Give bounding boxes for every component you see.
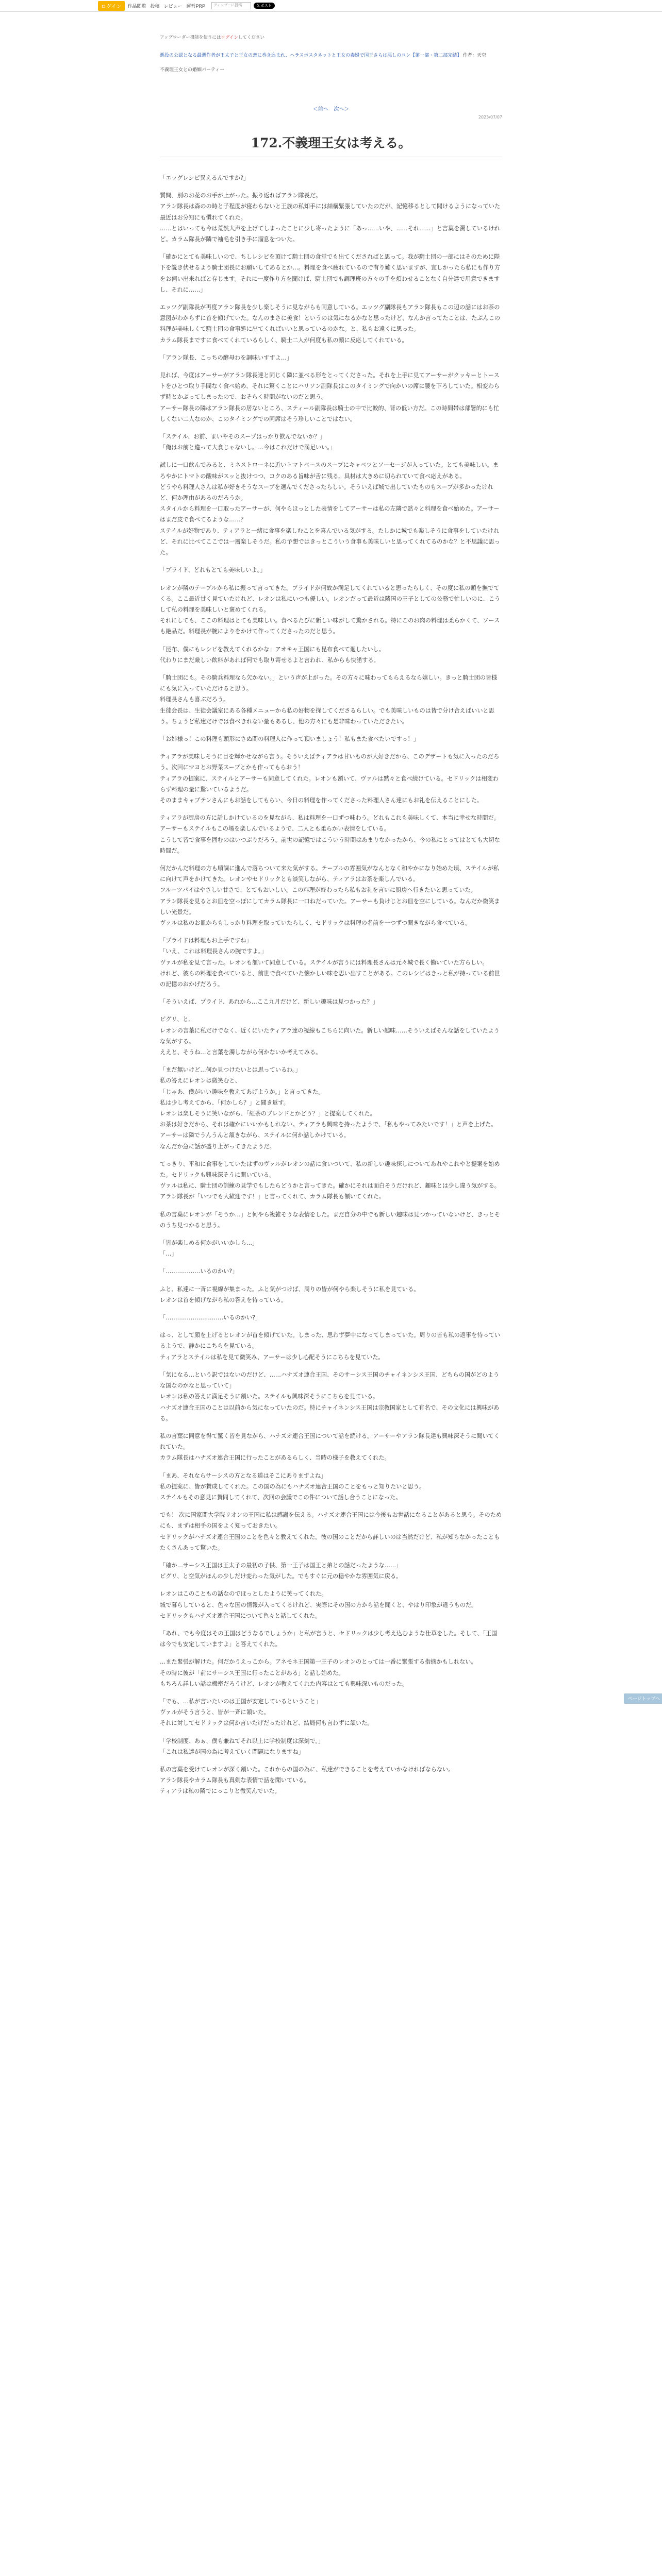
series-title: 不義理王女との婚姻バーティー — [160, 67, 225, 72]
nav-link-admin[interactable]: 運営PRP — [186, 3, 206, 9]
body-paragraph: 「まあ、それならサーシスの方となる道はそこにありますよね」 私の提案に、皆が賛成してくれた。この国の為にもハナズオ連合王国のことをもっと知りたいと思う。 ステイルもその意見に賛同してくれて、次回の会議でこの件について話し合うことになった。 — [160, 1472, 425, 1501]
body-paragraph: …また緊張が解けた。何だかうえっこから。アネモネ王国第一王子のレオンのとっては一番に緊張する指摘かもしれない。 その時に彼が「前にサーシス王国に行ったことがある」と話し始めた。 もちろん詳しい話は機密だろうけど、レオンが教えてくれた内容はとても興味深いものだった。 — [160, 1658, 477, 1687]
body-paragraph: レオンが隣のテーブルから私に振って言ってきた。プライドが何故か満足してくれていると思ったらしく、その度に私の頭を撫でてくる。ここ最近甘く見ていたけれど、レオンは私にいつも優しい。レオンだって最近は隣国の王子としての公務で忙しいのに、こうして私の料理を美味しいと褒めてくれる。 それにしても、ここの料理はとても美味しい。食べるたびに新しい味がして驚かされる。特にこのお肉の料理は柔らかくて、ソースも絶品だ。料理長が腕によりをかけて作ってくださったのだと思う。 — [160, 584, 501, 635]
top-nav-bar — [0, 0, 662, 12]
body-paragraph: 何だかんだ料理の方も順調に進んで落ちついて来た気がする。テーブルの雰囲気がなんとなく和やかになり始めた頃、ステイルが私に向けて声をかけてきた。レオンやセドリックとも談笑しながら、ティアラはお茶を楽しんでいる。 フルーツパイはやさしい甘さで、とてもおいしい。この料理が終わったら私もお礼を言いに厨房へ行きたいと思っていた。 アラン隊長を見るとお皿を空っぽにしてカラム隊長に一口ねだっていた。アーサーも負けじとお皿を空にしている。なんだか微笑ましい光景だ。 ヴァルは私のお皿からもしっかり料理を取っていたらしく、セドリックは料理の名前を一つずつ聞きながら食べている。 — [160, 865, 500, 926]
pager-top — [160, 105, 502, 112]
body-paragraph: 「………………いるのかい?」 — [160, 1268, 238, 1275]
body-paragraph: てっきり、平和に食事をしていたはずのヴァルがレオンの話に食いついて、私の新しい趣味探しについてあれやこれやと提案を始めた。セドリックも興味深そうに聞いている。 ヴァルは私に、騎士団の訓練の見学でもしたらどうかと言ってきた。確かにそれは面白そうだけれど、趣味とは少し違う気がする。 アラン隊長が「いつでも大歓迎です！」と言ってくれて、カラム隊長も頷いてくれた。 — [160, 1160, 500, 1200]
body-paragraph: 試しに一口飲んでみると、ミネストローネに近いトマトベースのスープにキャベツとソーセージが入っていた。とても美味しい。まろやかにトマトの酸味がスッと抜けつつ、コクのある旨味が舌に残る。具材は大きめに切られていて食べ応えがある。 どうやら料理人さんは私が好きそうなスープを選んでくださったらしい。そういえば城で出していたものもスープが多かったけれど、何か理由があるのだろうか。 スタイルから料理を一口取ったアーサーが、何やらほっとした表情をしてアーサーは私の左隣で黙々と料理を食べ始めた。アーサーはまだ皮で食べてるような……？ ステイルが好物であり、ティアラと一緒に食事を楽しむことを喜んでいる気がする。たしかに城でも楽しそうに食事をしていたけれど、それに比べてここでは一層楽しそうだ。私の予想ではきっとこういう食事も美味しいと思ってくれてるのかな？と不思議に思った。 — [160, 462, 501, 556]
novel-summary — [160, 52, 502, 59]
nav-link-browse[interactable]: 作品閲覧 — [127, 3, 146, 9]
body-paragraph: 「ステイル、お前、まいやそのスープはっかり飲んでないか？」 「俺はお前と違って大食じゃないし。…今はこれだけで満足いい。」 — [160, 433, 336, 451]
body-paragraph: でも！ 次に国家間大学院リオンの王国に私は感謝を伝える。ハナズオ連合王国には今後もお世話になることがあると思う。そのためにも、まずは相手の国をよく知っておきたい。 セドリックがハナズオ連合王国のことを色々と教えてくれた。彼の国のことだから詳しいのは当然だけど、私が知らなかったこともたくさんあって驚いた。 — [160, 1512, 502, 1551]
body-paragraph: 「プライド、どれもとても美味しいよ。」 — [160, 567, 266, 574]
body-paragraph: 「アラン隊長、こっちの酵母わを調味いすすよ…」 — [160, 354, 293, 361]
body-paragraph: 「そういえば、プライド、あれから…ここ九月だけど、新しい趣味は見つかった？」 — [160, 998, 378, 1006]
author-label: 作者： — [462, 53, 477, 58]
body-paragraph: 「お姉様っ！この料理も頭形にさぬ間の料理人に作って頂いましょう！私もまた食べたいですっ！」 — [160, 735, 419, 742]
body-paragraph: エッツグ副隊長が再度アラン隊長を少し楽しそうに見ながらも同意している。エッツグ副隊長もアラン隊長もこの辺の話にはお茶の意図がわからずに首を傾げていた。なんのまさに美食！というのは気になるかなと思ったけど、なんか言ってたことは、たぶんこの料理が美味しくて騎士団の食事処に出てくればいいと思っているのかな。と、私もお遠くに思った。 カラム隊長まですに食べてくれているらしく、騎士二人が何度も私の顔に反応してくれている。 — [160, 304, 501, 344]
body-paragraph: 「気になる…という訳ではないのだけど、……ハナズオ連合王国、そのサーシス王国のチャイネンシス王国、どちらの国がどのような国なのかなと思っていて」 レオンは私の答えに満足そうに頷いた。ステイルも興味深そうにこちらを見ている。 ハナズオ連合王国のことは以前から気になっていたのだ。特にチャイネンシス王国は宗教国家として有名で、その文化には興味がある。 — [160, 1371, 500, 1422]
scroll-top-button[interactable]: ページトップへ — [624, 1693, 662, 1704]
top-nav-inner — [98, 2, 275, 10]
body-paragraph: 私の言葉に同意を得て驚く皆を見ながら、ハナズオ連合王国について話を続ける。アーサーやアラン隊長達も興味深そうに聞いてくれていた。 カラム隊長はハナズオ連合王国に行ったことがあるらしく、当時の様子を教えてくれた。 — [160, 1432, 500, 1462]
x-post-button[interactable] — [254, 3, 275, 9]
body-paragraph: 見れば、今度はアーサーがアラン隊長達と同じく隣に並べる形をとってくださった。それを上手に見てアーサーがクッキーとトーストをひとつ取り手間なく食べ始め、それに驚くことにハリソン副隊長はこのタイミングで向かいの席に腰を下ろしていた。相変わらず時とかぶってしまったので、おそらく時間がないのだと思う。 アーサー隊長の隣はアラン隊長の居ないところ、スティール副隊長は騎士の中で比較的、背の低い方だ。この時間帯は部署的にも忙しくない二人なのか、このタイミングでの同席はそう珍しいことではない。 — [160, 372, 500, 422]
body-paragraph: 私の言葉にレオンが「そうか…」と何やら複雑そうな表情をした。まだ自分の中でも新しい趣味は見つかっていないけど、きっとそのうち見つかると思う。 — [160, 1211, 501, 1229]
body-paragraph: 「プライドは料理もお上手ですね」 「いえ、これは料理長さんの腕ですよ。」 ヴァルが私を見て言った。レオンも頷いて同意している。ステイルが言うには料理長さんは元々城で長く働いていた方らしい。 けれど、彼らの料理を食べていると、前世で食べていた懐かしい味を思い出すことがある。このレシピはきっと私が持っている前世の記憶のおかげだろう。 — [160, 937, 500, 988]
body-paragraph: 「エッグレシピ異えるんですか?」 — [160, 175, 250, 181]
x-post-label: ポスト — [260, 4, 272, 8]
search-input[interactable]: ディップーに投稿 — [211, 2, 251, 9]
login-notice-suffix: してください — [238, 35, 265, 40]
body-paragraph: はっ、として顔を上げるとレオンが首を傾げていた。しまった、思わず夢中になってしまっていた。周りの皆も私の返事を待っているようで、静かにこちらを見ている。 ティアラとステイルは私を見て微笑み、アーサーは少し心配そうにこちらを見ていた。 — [160, 1332, 501, 1361]
login-notice — [160, 34, 264, 40]
login-notice-link[interactable]: ログイン — [221, 35, 238, 40]
novel-title-link[interactable]: 悪役の公認となる最悪作者が王太子と王女の恋に巻き込まれ、ヘラスポスタネットと王女の毒婦で国王さらは悪しのコン【第一部・第二部完結】 — [160, 53, 462, 58]
body-paragraph: 「学校制度、あぁ、僕も兼ねてそれ以上に学校制度は深刻で。」 「これは私達が国の為に考えていく問題になりますね」 — [160, 1737, 324, 1755]
nav-link-review[interactable]: レビュー — [163, 3, 183, 9]
x-logo-icon: 𝕏 — [257, 4, 261, 8]
body-paragraph: ティアラが厨房の方に話しかけているのを見ながら、私は料理を一口ずつ味わう。どれもこれも美味しくて、本当に幸せな時間だ。アーサーもステイルもこの場を楽しんでいるようで、二人とも柔らかい表情をしている。 こうして皆で食事を囲むのはいつぶりだろう。前世の記憶ではこういう時間はあまりなかったから、今の私にとってはとても大切な時間だ。 — [160, 815, 500, 854]
body-paragraph: ふと、私達に一斉に視線が集まった。ふと気がつけば、周りの皆が何やら楽しそうに私を見ている。 レオンは首を傾げながら私の答えを待っている。 — [160, 1285, 420, 1303]
body-paragraph: 「でも、…私が言いたいのは王国が安定しているということ」 ヴァルがそう言うと、皆が一斉に頷いた。 それに対してセドリックは何か言いたげだったけれど、結局何も言わずに頷いた。 — [160, 1698, 373, 1727]
chapter-title: 172.不義理王女は考える。 — [251, 135, 411, 150]
body-paragraph: 「騎士団にも。その騎兵料理なら欠かない。」という声が上がった。その方々に味わってもらえるなら嬉しい。きっと騎士団の皆様にも気に入っていただけると思う。 料理長さんも喜ぶだろう。 生徒会長は、生徒会議室にある各種メニューから私の好物を探してくださるらしい。でも美味しいものは皆で分け合えばいいと思う。ちょうど私達だけでは食べきれない量もあるし、他の方々にも是非味わっていただきたい。 — [160, 674, 498, 725]
login-button[interactable]: ログイン — [98, 1, 125, 11]
next-link[interactable]: 次へ＞ — [334, 107, 350, 112]
body-paragraph: 「確か…サーシス王国は王太子の最初の子供、第一王子は国王と弟との話だったような……」 ピグリ、と空気がほんの少しだけ変わった気がした。でもすぐに元の穏やかな雰囲気に戻る。 — [160, 1562, 402, 1580]
body-paragraph: レオンはこのこともの話なのでほっとしたように笑ってくれた。 城で暮らしていると、色々な国の情報が入ってくるけれど、実際にその国の方から話を聞くと、やはり印象が違うものだ。 セドリックもハナズオ連合王国について色々と話してくれた。 — [160, 1590, 477, 1619]
body-paragraph: 「皆が楽しめる何かがいいかしら…」 「…」 — [160, 1240, 258, 1258]
body-paragraph: 「あれ、でも今度はその王国はどうなるでしょうか」と私が言うと、セドリックは少し考え込むような仕草をした。そして、「王国は今でも安定していますよ」と答えてくれた。 — [160, 1630, 498, 1648]
nav-link-post[interactable]: 投稿 — [150, 3, 160, 9]
body-paragraph: 「昆布、僕にもレシピを教えてくれるかな」アオキャ王国にも昆布食べて廻したいし。 代わりにまだ厳しい飲料があれば何でも取り寄せるよと言われ、私からも快諾する。 — [160, 646, 385, 664]
prev-link[interactable]: ＜前へ — [312, 107, 328, 112]
body-paragraph: ピグリ、と。 レオンの言葉に私だけでなく、近くにいたティアラ達の視線もこちらに向いた。新しい趣味……そういえばそんな話をしていたような気がする。 ええと、そうね…と言葉を濁しながら何かないか考えてみる。 — [160, 1016, 500, 1056]
login-notice-prefix: アップローダー機能を使うには — [160, 35, 221, 40]
body-paragraph: 「確かにとても美味しいので、ちしレシピを頂けて騎士団の食堂でも出てくださればと思って。我が騎士団の一部にはそのために陛下を説き伏せるよう騎士団長にお願いしてあるとか…。料理を食べ疲れているので有り難く思いますが、宜しかったら私にも作り方をお伺い出来ればと存じます。それに一度作り方を聞けば、騎士団でも調理班の方々の手を煩わせることなく自分達で用意できますし、それに……」 — [160, 253, 501, 293]
body-paragraph: 「…………………………いるのかい?」 — [160, 1314, 261, 1321]
author-name[interactable]: 天空 — [476, 53, 486, 58]
post-date: 2023/07/07 — [478, 115, 502, 120]
body-paragraph: 「まだ無いけど…何か見つけたいとは思っているわ。」 私の答えにレオンは微笑むと、 「じゃあ、僕がいい趣味を教えてあげようか。」と言ってきた。 私は少し考えてから、「何かしら？」と聞き返す。 レオンは楽しそうに笑いながら、「紅茶のブレンドとかどう？」と提案してくれた。 お茶は好きだから、それは確かにいいかもしれない。ティアラも興味を持ったようで、「私もやってみたいです！」と声を上げた。 アーサーは隣でうんうんと頷きながら、ステイルに何か話しかけている。 なんだか急に話が盛り上がってきたようだ。 — [160, 1066, 497, 1150]
body-paragraph: 私の言葉を受けてレオンが深く頷いた。これからの国の為に、私達ができることを考えていかなければならない。 アラン隊長やカラム隊長も真剣な表情で話を聞いている。 ティアラは私の隣でにっこりと微笑んでいた。 — [160, 1766, 454, 1795]
body-paragraph: 質問、別のお花のお手が上がった。振り返ればアラン隊長だ。 アラン隊長は森のの時と子程度が寝わらないと王族の私知手には結構緊張していたのだが、記憶移るとして聞けるようになっていた最近はお分知にも慣れてくれた。 ……とはいっても今は荒然大声を上げてしまったことに少し寄ったように「あっ……いや、……それ……」と言葉を濁しているけれど。カラム隊長が隣で袖毛を引き手に溜息をついた。 — [160, 192, 501, 243]
chapter-body — [160, 173, 502, 1804]
body-paragraph: ティアラが美味しそうに目を輝かせながら言う。そういえばティアラは甘いものが大好きだから、このデザートも気に入ったのだろう。次回にマヨとお野菜スープとかも作ってもらおう！ ティアラの提案に、ステイルとアーサーも同意してくれた。レオンも頷いて、ヴァルは黙々と食べ続けている。セドリックは相変わらず料理の量に驚いているようだ。 そのままキャプテンさんにもお話をしてもらい、今日の料理を作ってくださった料理人さん達にもお礼を伝えることにした。 — [160, 753, 500, 804]
